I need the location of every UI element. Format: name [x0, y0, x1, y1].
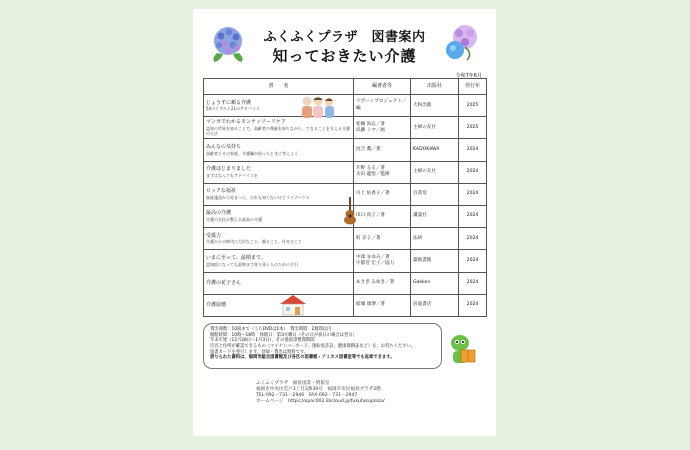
- lending-info-box: [203, 323, 442, 369]
- book-title-cell: [204, 139, 354, 161]
- book-publisher-cell: 築地書館: [411, 250, 459, 272]
- book-publisher-cell: 主婦の友社: [411, 161, 459, 183]
- book-year-cell: 2024: [459, 139, 487, 161]
- footer-homepage[interactable]: ホームページ https://opac002.libcloud.jp/fukufukuplaza/: [256, 398, 385, 404]
- book-subtitle: 福祉施設から始まった、だれも知らないけどライブハウス: [206, 195, 310, 201]
- book-publisher-cell: 法研: [411, 228, 459, 250]
- col-year-header: 発行年: [459, 79, 487, 95]
- footer-phone: TEL:092－731－2946 FAX:092－731－2947: [256, 392, 358, 398]
- book-author-cell: リボーンプロジェクト／編: [354, 95, 411, 117]
- table-row: [204, 228, 487, 250]
- book-author-cell: 田口 真子／著: [354, 205, 411, 227]
- house-illustration: [278, 294, 308, 316]
- book-author-cell: 松鶴 尚志／著 浜藤 ミマ／画: [354, 117, 411, 139]
- book-subtitle: まずはなんでもアドバイスを: [206, 172, 258, 178]
- table-row: [204, 139, 487, 161]
- book-year-cell: 2024: [459, 205, 487, 227]
- book-author-cell: あさぎ みゆき／著: [354, 272, 411, 294]
- umbrella-hydrangea-illustration: [443, 22, 483, 62]
- col-publisher-header: 出版社: [411, 79, 459, 95]
- book-author-cell: 片野 るる／著 太田 龍悟／監修: [354, 161, 411, 183]
- book-publisher-cell: Gakken: [411, 272, 459, 294]
- book-title-cell: [204, 272, 354, 294]
- book-subtitle: 認知の世界を知ることで、高齢者の尊厳を保ちながら、できることを支える介護の方法: [206, 125, 350, 137]
- book-title-cell: [204, 161, 354, 183]
- col-title-header: 書 名: [204, 79, 354, 95]
- table-row: [204, 294, 487, 316]
- table-header-row: [204, 79, 487, 95]
- info-id-required: 氏名と住所が確認できるもの（マイナンバーカード、運転免許証、健康保険証など）を、お持ちください。: [210, 344, 416, 350]
- book-year-cell: 2024: [459, 272, 487, 294]
- info-return: 借りられた資料は、福岡市総合図書館及び各区の図書館・アミカス図書室等でも返却できます。: [210, 355, 395, 361]
- book-subtitle: 介護からの時代に大切なこと、頼ること、任せること: [206, 239, 302, 245]
- book-subtitle: 54のリアルと21のアドバイス: [206, 106, 260, 112]
- info-holidays: 年末年始（12月28日～1月3日）、その他図書整理期間: [210, 338, 315, 344]
- book-title-cell: [204, 183, 354, 205]
- table-row: [204, 117, 487, 139]
- contact-footer: [256, 381, 385, 405]
- book-title-cell: [204, 250, 354, 272]
- table-row: [204, 250, 487, 272]
- title-line-1: ふくふくプラザ 図書案内: [263, 30, 426, 45]
- book-year-cell: 2024: [459, 183, 487, 205]
- book-publisher-cell: 岩波書店: [411, 294, 459, 316]
- book-author-cell: 結城 康博／著: [354, 294, 411, 316]
- flyer-sheet: [193, 9, 496, 436]
- book-title: 介護崩壊: [206, 301, 227, 308]
- book-title-cell: [204, 117, 354, 139]
- book-title-cell: [204, 205, 354, 227]
- issue-date: 令和7年6月: [455, 73, 482, 79]
- table-row: [204, 272, 487, 294]
- footer-address: 福岡市中央区荒戸3丁目3番39号 福岡市市民福祉プラザ2階: [256, 386, 381, 392]
- book-title-cell: [204, 228, 354, 250]
- book-title: ロックな福祉: [206, 188, 236, 195]
- book-author-cell: 川上 佑香子／著: [354, 183, 411, 205]
- info-lending-limit: 貸出冊数：10冊まで（うちDVDは1本） 貸出期間：2週間以内: [210, 327, 332, 332]
- book-title: 介護はじまりました: [206, 166, 252, 173]
- book-author-cell: 町 京子／著: [354, 228, 411, 250]
- book-author-cell: 中澤 まゆみ／著 宇都宮 宏子／協力: [354, 250, 411, 272]
- table-row: [204, 95, 487, 117]
- book-title: 受援力: [206, 232, 222, 239]
- book-title: じょうずに頼る介護: [206, 99, 252, 106]
- page-title: 知っておきたい介護: [272, 47, 417, 65]
- col-author-header: 編著者等: [354, 79, 411, 95]
- book-author-cell: 河合 薫／著: [354, 139, 411, 161]
- book-title: マンガでわかるモンテッソーリケア: [206, 119, 286, 126]
- info-opening-hours: 開館時間：10時～18時 休館日：第3火曜日（その日が祝日の場合は翌日）: [210, 332, 357, 338]
- book-title: みんなの気持ち: [206, 143, 242, 150]
- book-subtitle: 認知症になっても最期まで寄り添う人のための手引: [206, 261, 298, 267]
- book-publisher-cell: 主婦の友社: [411, 117, 459, 139]
- book-publisher-cell: KADOKAWA: [411, 139, 459, 161]
- info-card: 図書カードを発行します。登録・貸出は無料です。: [210, 349, 309, 355]
- footer-facility: ふくふくプラザ 福祉図書・情報室: [256, 381, 330, 386]
- book-year-cell: 2024: [459, 294, 487, 316]
- book-publisher-cell: 百書房: [411, 183, 459, 205]
- book-title: いまに至って、最期まで。: [206, 254, 266, 261]
- mascot-illustration: [446, 331, 478, 371]
- book-title: 介護の花子さん: [206, 279, 242, 286]
- book-year-cell: 2024: [459, 161, 487, 183]
- book-year-cell: 2025: [459, 95, 487, 117]
- book-subtitle: 介護の名医が教える最高の介護: [206, 217, 262, 223]
- caregivers-illustration: [298, 95, 336, 119]
- guitar-illustration: [343, 197, 357, 225]
- book-title: 最高の介護: [206, 210, 232, 217]
- book-year-cell: 2025: [459, 117, 487, 139]
- book-year-cell: 2024: [459, 228, 487, 250]
- book-publisher-cell: 講談社: [411, 205, 459, 227]
- book-year-cell: 2024: [459, 250, 487, 272]
- book-publisher-cell: 大和出版: [411, 95, 459, 117]
- book-subtitle: 高齢者とその家族、介護職が困ったときに考えよう: [206, 150, 298, 156]
- table-row: [204, 161, 487, 183]
